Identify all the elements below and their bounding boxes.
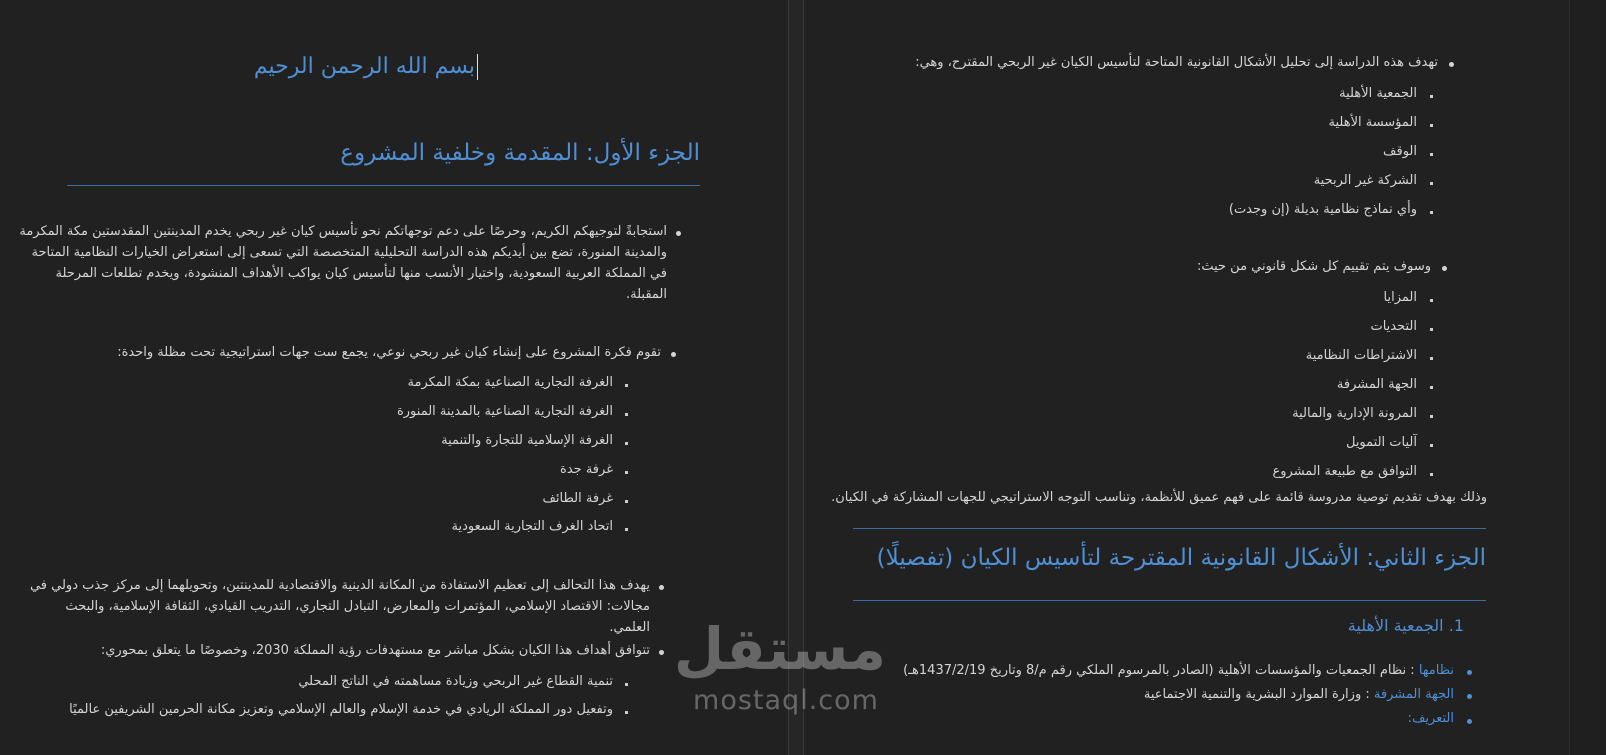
detail-label: الجهة المشرفة [1373,687,1454,702]
sub-bullet [625,528,628,531]
criterion-item: التحديات [1370,319,1417,334]
watermark-latin: mostaql.com [693,685,879,716]
bullet [1467,670,1472,675]
bullet [671,352,676,357]
detail-label: نظامها [1418,663,1454,678]
detail-supervisor [1144,687,1454,702]
sub-bullet [625,683,628,686]
watermark-arabic: مستقل [673,615,886,683]
document-page-left[interactable] [0,0,788,755]
text-cursor [477,54,478,80]
sub-bullet [625,711,628,714]
sub-bullet [1430,153,1433,156]
intro-line-1: استجابةً لتوجيهكم الكريم، وحرصًا على دعم توجهاتكم نحو تأسيس كيان غير ربحي يخدم المدينتين المقدستين مكة المكرمة [19,224,667,239]
sub-bullet [1430,124,1433,127]
intro-line-3: في المملكة العربية السعودية، واختيار الأنسب منها لتأسيس كيان يواكب الأهداف المنشودة، ويخدم تطلعات المرحلة [55,266,667,281]
entity-item: اتحاد الغرف التجارية السعودية [451,519,613,534]
heading-overline [853,528,1486,529]
intro-line-2: والمدينة المنورة، تضع بين أيديكم هذه الدراسة التحليلية المتخصصة التي تسعى إلى استعراض الخيارات النظامية المتاحة [31,245,667,260]
eval-line: وسوف يتم تقييم كل شكل قانوني من حيث: [1196,259,1431,274]
sub-bullet [1430,211,1433,214]
vision-item: تنمية القطاع غير الربحي وزيادة مساهمته في الناتج المحلي [298,674,613,689]
basmala-text: بسم الله الرحمن الرحيم [253,54,475,79]
sub-bullet [625,471,628,474]
sub-bullet [1430,357,1433,360]
detail-label: التعريف: [1407,711,1454,726]
bullet [1449,62,1454,67]
scrollbar-track[interactable] [1569,0,1606,755]
form-item: الجمعية الأهلية [1339,86,1417,101]
criterion-item: التوافق مع طبيعة المشروع [1272,464,1417,479]
conclusion-line: وذلك بهدف تقديم توصية مدروسة قائمة على فهم عميق للأنظمة، وتناسب التوجه الاستراتيجي للجهات المشاركة في الكيان. [831,490,1487,505]
detail-text: وزارة الموارد البشرية والتنمية الاجتماعية [1143,687,1362,702]
sub-bullet [1430,386,1433,389]
basmala-line[interactable] [254,54,478,80]
idea-line: تقوم فكرة المشروع على إنشاء كيان غير ربحي نوعي، يجمع ست جهات استراتيجية تحت مظلة واحدة: [117,345,661,360]
document-page-right[interactable] [804,0,1569,755]
sub-bullet [1430,299,1433,302]
detail-text: نظام الجمعيات والمؤسسات الأهلية (الصادر بالمرسوم الملكي رقم م/8 وتاريخ 1437/2/19هـ) [903,663,1407,678]
sub-bullet [625,442,628,445]
subheading-text: الجمعية الأهلية [1347,616,1444,635]
heading-underline [67,185,700,186]
form-item: وأي نماذج نظامية بديلة (إن وجدت) [1228,202,1417,217]
heading-part-two: الجزء الثاني: الأشكال القانونية المقترحة لتأسيس الكيان (تفصيلًا) [876,545,1486,571]
vision-item: وتفعيل دور المملكة الريادي في خدمة الإسلام والعالم الإسلامي وتعزيز مكانة الحرمين الشريفين عالميًا [69,702,613,717]
criterion-item: الجهة المشرفة [1336,377,1417,392]
sub-bullet [1430,182,1433,185]
sub-bullet [1430,444,1433,447]
criterion-item: المزايا [1383,290,1417,305]
entity-item: غرفة جدة [560,462,613,477]
sub-bullet [625,500,628,503]
detail-regulation [903,663,1454,678]
sub-bullet [1430,415,1433,418]
sub-bullet [1430,473,1433,476]
goal-line-2: مجالات: الاقتصاد الإسلامي، المؤتمرات والمعارض، التبادل التجاري، التدريب القيادي، الثقافة الإسلامية، والبحث [65,599,650,614]
detail-separator: : [1361,687,1374,702]
bullet [676,231,681,236]
bullet [659,650,664,655]
sub-bullet [625,384,628,387]
aim-line: تهدف هذه الدراسة إلى تحليل الأشكال القانونية المتاحة لتأسيس الكيان غير الربحي المقترح، وهي: [915,55,1438,70]
criterion-item: آليات التمويل [1345,435,1417,450]
form-item: المؤسسة الأهلية [1328,115,1417,130]
entity-item: الغرفة الإسلامية للتجارة والتنمية [441,433,613,448]
sub-bullet [625,413,628,416]
criterion-item: الاشتراطات النظامية [1305,348,1417,363]
bullet [1442,266,1447,271]
form-item: الوقف [1383,144,1417,159]
goal-line-1: يهدف هذا التحالف إلى تعظيم الاستفادة من المكانة الدينية والاقتصادية للمدينتين، وتحويلهما إلى مركز جذب دولي في [29,578,650,593]
sub-bullet [1430,95,1433,98]
heading-part-one: الجزء الأول: المقدمة وخلفية المشروع [340,140,700,166]
form-item: الشركة غير الربحية [1313,173,1417,188]
entity-item: الغرفة التجارية الصناعية بالمدينة المنورة [396,404,613,419]
vision-line: تتوافق أهداف هذا الكيان بشكل مباشر مع مستهدفات رؤية المملكة 2030، وخصوصًا ما يتعلق بمحوري: [100,643,650,658]
page-gutter [788,0,804,755]
entity-item: غرفة الطائف [542,491,613,506]
criterion-item: المرونة الإدارية والمالية [1292,406,1417,421]
bullet [1467,694,1472,699]
heading-underline [853,600,1486,601]
goal-line-3: العلمي. [609,620,650,635]
detail-separator: : [1406,663,1419,678]
sub-bullet [1430,328,1433,331]
detail-definition [1408,711,1454,726]
subheading-number: 1. [1448,616,1464,635]
intro-line-4: المقبلة. [626,287,667,302]
bullet [1467,719,1472,724]
entity-item: الغرفة التجارية الصناعية بمكة المكرمة [407,375,613,390]
subheading-association [1348,616,1464,635]
bullet [659,585,664,590]
